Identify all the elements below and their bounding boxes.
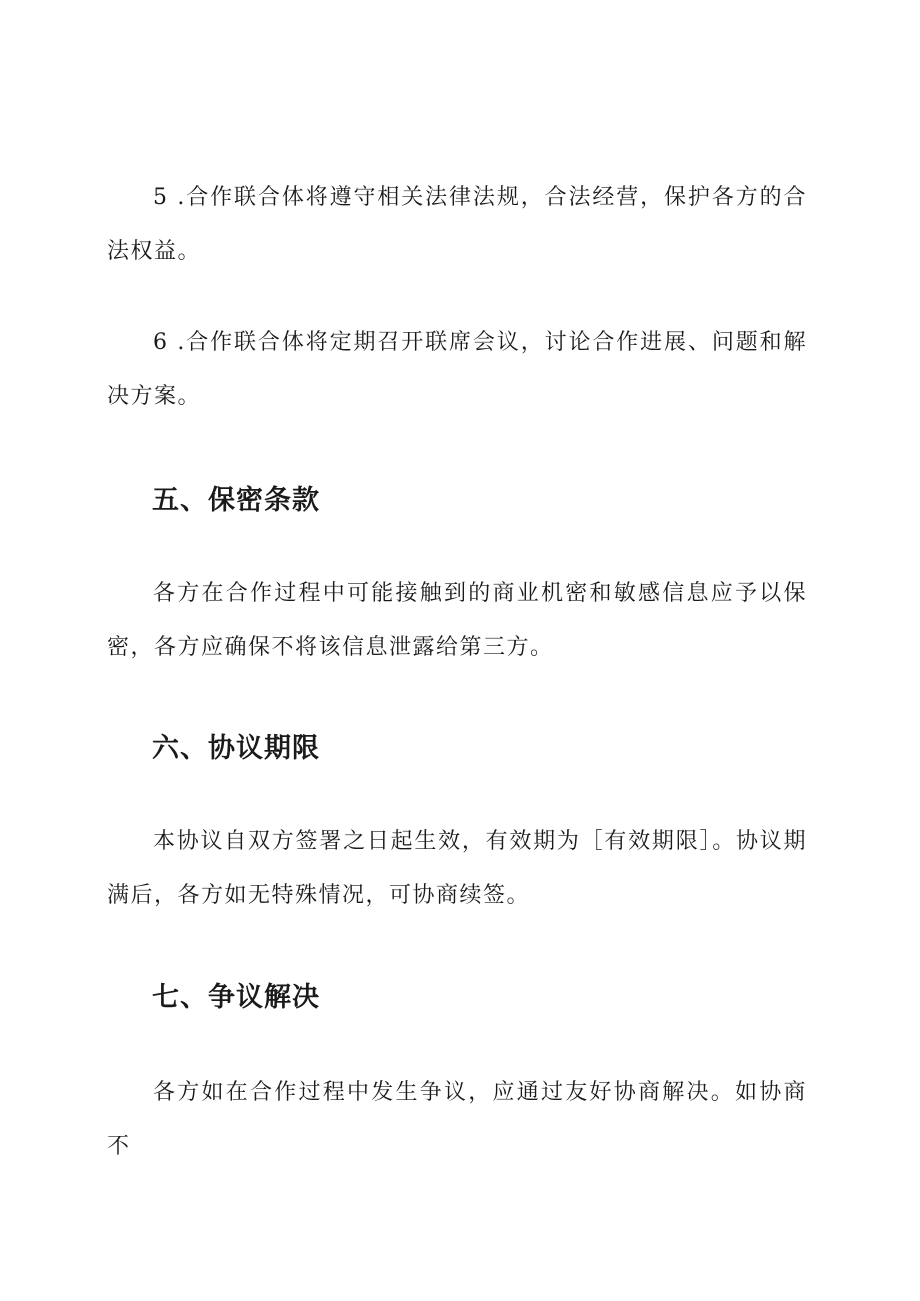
section-body-dispute: 各方如在合作过程中发生争议，应通过友好协商解决。如协商不	[107, 1080, 807, 1159]
clause-item-5: 5 .合作联合体将遵守相关法律法规，合法经营，保护各方的合法权益。	[107, 185, 807, 264]
section-heading-term: 六、协议期限	[152, 733, 320, 764]
section-body-confidentiality: 各方在合作过程中可能接触到的商业机密和敏感信息应予以保密，各方应确保不将该信息泄露给第三方。	[107, 581, 807, 660]
section-body-term: 本协议自双方签署之日起生效，有效期为［有效期限］。协议期满后，各方如无特殊情况，可协商续签。	[107, 829, 807, 908]
section-heading-confidentiality: 五、保密条款	[152, 485, 320, 516]
clause-item-6: 6 .合作联合体将定期召开联席会议，讨论合作进展、问题和解决方案。	[107, 330, 807, 409]
section-heading-dispute: 七、争议解决	[152, 982, 320, 1013]
